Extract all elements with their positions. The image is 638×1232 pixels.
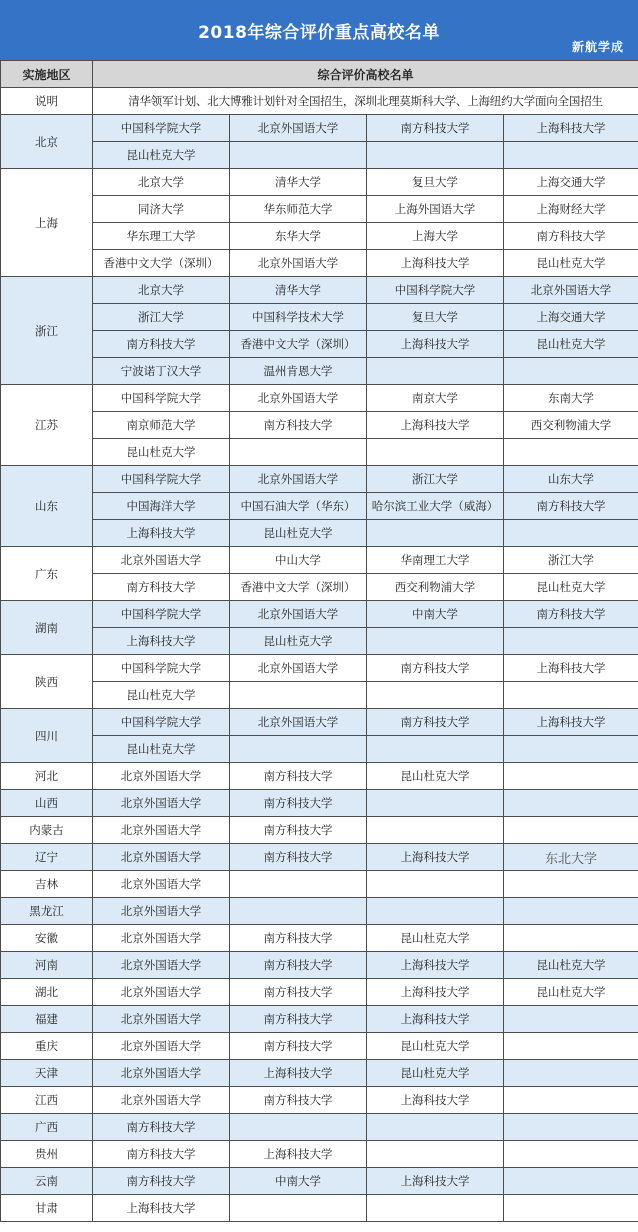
school-cell: 南方科技大学 (93, 331, 230, 358)
school-cell: 北京外国语大学 (93, 979, 230, 1006)
note-label: 说明 (1, 88, 93, 115)
table-row (1, 817, 638, 844)
note-row (1, 88, 638, 115)
table-row (1, 493, 638, 520)
school-cell: 上海外国语大学 (367, 196, 504, 223)
school-cell: 中国石油大学（华东） (230, 493, 367, 520)
school-cell: 中南大学 (230, 1168, 367, 1195)
school-cell: 昆山杜克大学 (230, 628, 367, 655)
school-cell: 上海科技大学 (367, 952, 504, 979)
school-cell: 温州肯恩大学 (230, 358, 367, 385)
school-cell (367, 736, 504, 763)
school-cell: 北京外国语大学 (93, 1087, 230, 1114)
school-cell: 同济大学 (93, 196, 230, 223)
school-cell: 北京外国语大学 (230, 250, 367, 277)
school-cell: 南方科技大学 (230, 763, 367, 790)
school-cell: 北京外国语大学 (93, 763, 230, 790)
region-cell: 山西 (1, 790, 93, 817)
school-cell (504, 439, 638, 466)
school-cell: 北京外国语大学 (93, 817, 230, 844)
school-cell: 昆山杜克大学 (367, 1060, 504, 1087)
table-row (1, 601, 638, 628)
table-row (1, 1195, 638, 1222)
school-cell: 复旦大学 (367, 304, 504, 331)
table-row (1, 142, 638, 169)
region-cell: 云南 (1, 1168, 93, 1195)
school-cell: 上海科技大学 (504, 709, 638, 736)
school-cell: 上海交通大学 (504, 304, 638, 331)
school-cell (504, 898, 638, 925)
school-cell: 北京外国语大学 (93, 547, 230, 574)
table-row (1, 574, 638, 601)
header-region: 实施地区 (1, 61, 93, 88)
school-cell (367, 520, 504, 547)
table-row (1, 979, 638, 1006)
table-row (1, 1006, 638, 1033)
school-cell: 西交利物浦大学 (504, 412, 638, 439)
school-cell: 昆山杜克大学 (504, 250, 638, 277)
school-cell (367, 1141, 504, 1168)
school-cell: 南方科技大学 (230, 1087, 367, 1114)
watermark-logo: 新航学成 (571, 40, 624, 54)
school-cell: 东华大学 (230, 223, 367, 250)
school-cell: 中国科学院大学 (93, 601, 230, 628)
school-cell: 南方科技大学 (230, 412, 367, 439)
region-cell: 黑龙江 (1, 898, 93, 925)
table-row (1, 628, 638, 655)
table-row (1, 898, 638, 925)
region-cell: 安徽 (1, 925, 93, 952)
school-cell: 昆山杜克大学 (504, 952, 638, 979)
region-cell: 重庆 (1, 1033, 93, 1060)
school-cell (230, 1195, 367, 1222)
school-cell (230, 898, 367, 925)
school-cell: 昆山杜克大学 (230, 520, 367, 547)
table-row (1, 952, 638, 979)
school-cell: 北京外国语大学 (504, 277, 638, 304)
table-header-row (1, 61, 638, 88)
table-row (1, 304, 638, 331)
school-cell: 昆山杜克大学 (93, 736, 230, 763)
school-cell: 北京外国语大学 (230, 709, 367, 736)
school-cell: 南方科技大学 (230, 952, 367, 979)
school-cell: 南方科技大学 (93, 1141, 230, 1168)
region-cell: 广西 (1, 1114, 93, 1141)
school-cell: 南方科技大学 (367, 115, 504, 142)
table-row (1, 520, 638, 547)
school-cell: 南方科技大学 (93, 1168, 230, 1195)
school-cell: 中国科学院大学 (367, 277, 504, 304)
school-cell (504, 790, 638, 817)
table-row (1, 1141, 638, 1168)
table-row (1, 547, 638, 574)
school-cell: 上海科技大学 (367, 1087, 504, 1114)
table-row (1, 196, 638, 223)
school-cell (367, 790, 504, 817)
table-row (1, 115, 638, 142)
school-cell: 上海科技大学 (367, 1006, 504, 1033)
table-row (1, 1033, 638, 1060)
school-cell: 香港中文大学（深圳） (230, 574, 367, 601)
school-cell: 北京外国语大学 (93, 1033, 230, 1060)
school-cell: 上海科技大学 (504, 655, 638, 682)
school-cell: 昆山杜克大学 (93, 439, 230, 466)
region-cell: 湖北 (1, 979, 93, 1006)
table-row (1, 223, 638, 250)
region-cell: 河北 (1, 763, 93, 790)
school-cell: 北京外国语大学 (93, 1060, 230, 1087)
school-cell: 宁波诺丁汉大学 (93, 358, 230, 385)
region-cell: 天津 (1, 1060, 93, 1087)
school-cell (230, 736, 367, 763)
school-cell: 南方科技大学 (230, 844, 367, 871)
school-cell: 西交利物浦大学 (367, 574, 504, 601)
school-cell (504, 1060, 638, 1087)
table-row (1, 1060, 638, 1087)
region-cell: 上海 (1, 169, 93, 277)
table-row (1, 331, 638, 358)
table-row (1, 871, 638, 898)
table-row (1, 709, 638, 736)
school-cell: 浙江大学 (367, 466, 504, 493)
school-cell (367, 439, 504, 466)
school-cell (367, 682, 504, 709)
school-cell (504, 1087, 638, 1114)
table-row (1, 1114, 638, 1141)
school-cell (367, 142, 504, 169)
school-cell: 中南大学 (367, 601, 504, 628)
school-cell: 昆山杜克大学 (367, 925, 504, 952)
school-cell: 东南大学 (504, 385, 638, 412)
school-cell: 浙江大学 (93, 304, 230, 331)
school-cell: 北京外国语大学 (93, 952, 230, 979)
school-cell: 北京外国语大学 (93, 790, 230, 817)
school-cell: 北京外国语大学 (230, 385, 367, 412)
region-cell: 江苏 (1, 385, 93, 466)
region-cell: 广东 (1, 547, 93, 601)
school-cell: 清华大学 (230, 169, 367, 196)
region-cell: 陕西 (1, 655, 93, 709)
school-cell: 北京外国语大学 (230, 466, 367, 493)
region-cell: 江西 (1, 1087, 93, 1114)
school-cell: 中国科学院大学 (93, 466, 230, 493)
school-cell (504, 682, 638, 709)
school-cell: 上海科技大学 (230, 1141, 367, 1168)
school-cell: 北京外国语大学 (230, 655, 367, 682)
school-cell (230, 1114, 367, 1141)
table-row (1, 736, 638, 763)
school-cell (367, 1195, 504, 1222)
school-cell: 华东理工大学 (93, 223, 230, 250)
school-cell: 南方科技大学 (504, 493, 638, 520)
school-cell: 中国科学院大学 (93, 709, 230, 736)
school-cell: 南方科技大学 (367, 709, 504, 736)
school-cell: 昆山杜克大学 (367, 763, 504, 790)
school-cell (504, 1195, 638, 1222)
school-cell (504, 763, 638, 790)
school-cell (504, 628, 638, 655)
school-cell: 上海科技大学 (367, 250, 504, 277)
school-cell: 北京大学 (93, 277, 230, 304)
region-cell: 四川 (1, 709, 93, 763)
school-cell: 昆山杜克大学 (93, 142, 230, 169)
school-list-table (0, 60, 638, 1222)
region-cell: 内蒙古 (1, 817, 93, 844)
page-title: 2018年综合评价重点高校名单 (198, 23, 440, 43)
school-cell: 上海科技大学 (93, 1195, 230, 1222)
table-row (1, 358, 638, 385)
school-cell (230, 439, 367, 466)
school-cell (504, 358, 638, 385)
school-cell: 南方科技大学 (93, 1114, 230, 1141)
school-cell: 清华大学 (230, 277, 367, 304)
school-cell: 南京大学 (367, 385, 504, 412)
region-cell: 湖南 (1, 601, 93, 655)
school-cell: 浙江大学 (504, 547, 638, 574)
school-cell (230, 142, 367, 169)
school-cell (367, 1114, 504, 1141)
school-cell: 南方科技大学 (504, 223, 638, 250)
school-cell: 香港中文大学（深圳） (230, 331, 367, 358)
school-cell: 华南理工大学 (367, 547, 504, 574)
school-cell: 昆山杜克大学 (504, 574, 638, 601)
school-cell (367, 817, 504, 844)
region-cell: 山东 (1, 466, 93, 547)
school-cell: 上海交通大学 (504, 169, 638, 196)
region-cell: 吉林 (1, 871, 93, 898)
header-schools: 综合评价高校名单 (93, 61, 638, 88)
school-cell (367, 358, 504, 385)
school-cell: 昆山杜克大学 (504, 331, 638, 358)
school-cell: 南方科技大学 (504, 601, 638, 628)
school-cell: 香港中文大学（深圳） (93, 250, 230, 277)
region-cell: 贵州 (1, 1141, 93, 1168)
school-cell: 山东大学 (504, 466, 638, 493)
table-row (1, 682, 638, 709)
school-cell: 北京外国语大学 (230, 115, 367, 142)
region-cell: 北京 (1, 115, 93, 169)
school-cell (504, 1114, 638, 1141)
school-cell: 南方科技大学 (230, 1006, 367, 1033)
school-cell (367, 871, 504, 898)
school-cell: 南方科技大学 (230, 925, 367, 952)
table-row (1, 412, 638, 439)
table-row (1, 1087, 638, 1114)
school-cell (230, 682, 367, 709)
school-cell (504, 1033, 638, 1060)
region-cell: 福建 (1, 1006, 93, 1033)
table-row (1, 1168, 638, 1195)
school-cell: 上海科技大学 (504, 115, 638, 142)
school-cell: 南方科技大学 (230, 1033, 367, 1060)
school-cell: 中山大学 (230, 547, 367, 574)
school-cell: 中国科学院大学 (93, 655, 230, 682)
table-body (1, 88, 638, 1222)
school-cell: 北京外国语大学 (230, 601, 367, 628)
school-cell: 北京外国语大学 (93, 844, 230, 871)
title-bar (0, 0, 638, 60)
school-cell (504, 1141, 638, 1168)
region-cell: 辽宁 (1, 844, 93, 871)
table-row (1, 844, 638, 871)
region-cell: 浙江 (1, 277, 93, 385)
school-cell: 北京外国语大学 (93, 871, 230, 898)
school-cell: 上海财经大学 (504, 196, 638, 223)
school-cell: 中国科学院大学 (93, 385, 230, 412)
school-cell: 复旦大学 (367, 169, 504, 196)
school-cell: 北京大学 (93, 169, 230, 196)
school-cell: 上海科技大学 (93, 628, 230, 655)
school-cell: 中国科学技术大学 (230, 304, 367, 331)
table-row (1, 169, 638, 196)
school-cell (230, 871, 367, 898)
school-cell: 南京师范大学 (93, 412, 230, 439)
school-cell: 北京外国语大学 (93, 925, 230, 952)
school-cell: 哈尔滨工业大学（威海） (367, 493, 504, 520)
school-cell (504, 1168, 638, 1195)
table-row (1, 385, 638, 412)
table-row (1, 790, 638, 817)
school-cell (367, 628, 504, 655)
school-cell: 北京外国语大学 (93, 1006, 230, 1033)
school-cell: 东北大学 (504, 844, 638, 871)
school-cell: 中国科学院大学 (93, 115, 230, 142)
school-cell (367, 898, 504, 925)
table-row (1, 439, 638, 466)
school-cell: 上海科技大学 (367, 979, 504, 1006)
table-row (1, 250, 638, 277)
school-cell (504, 1006, 638, 1033)
school-cell: 昆山杜克大学 (93, 682, 230, 709)
table-row (1, 763, 638, 790)
region-cell: 甘肃 (1, 1195, 93, 1222)
school-cell: 南方科技大学 (230, 979, 367, 1006)
school-cell (504, 817, 638, 844)
school-cell: 上海大学 (367, 223, 504, 250)
school-cell (504, 520, 638, 547)
table-row (1, 925, 638, 952)
school-cell: 昆山杜克大学 (504, 979, 638, 1006)
school-cell: 上海科技大学 (367, 412, 504, 439)
school-cell: 上海科技大学 (230, 1060, 367, 1087)
school-cell: 南方科技大学 (230, 817, 367, 844)
school-cell: 南方科技大学 (230, 790, 367, 817)
school-cell: 上海科技大学 (93, 520, 230, 547)
school-cell (504, 871, 638, 898)
table-row (1, 655, 638, 682)
school-cell (504, 925, 638, 952)
school-cell: 南方科技大学 (93, 574, 230, 601)
table-row (1, 277, 638, 304)
school-cell: 中国海洋大学 (93, 493, 230, 520)
table-row (1, 466, 638, 493)
school-cell: 华东师范大学 (230, 196, 367, 223)
region-cell: 河南 (1, 952, 93, 979)
school-cell: 南方科技大学 (367, 655, 504, 682)
school-cell (504, 736, 638, 763)
school-cell: 上海科技大学 (367, 844, 504, 871)
note-text: 清华领军计划、北大博雅计划针对全国招生，深圳北理莫斯科大学、上海纽约大学面向全国招生 (93, 88, 638, 115)
school-cell: 上海科技大学 (367, 1168, 504, 1195)
school-cell (504, 142, 638, 169)
school-cell: 昆山杜克大学 (367, 1033, 504, 1060)
school-cell: 上海科技大学 (367, 331, 504, 358)
school-cell: 北京外国语大学 (93, 898, 230, 925)
